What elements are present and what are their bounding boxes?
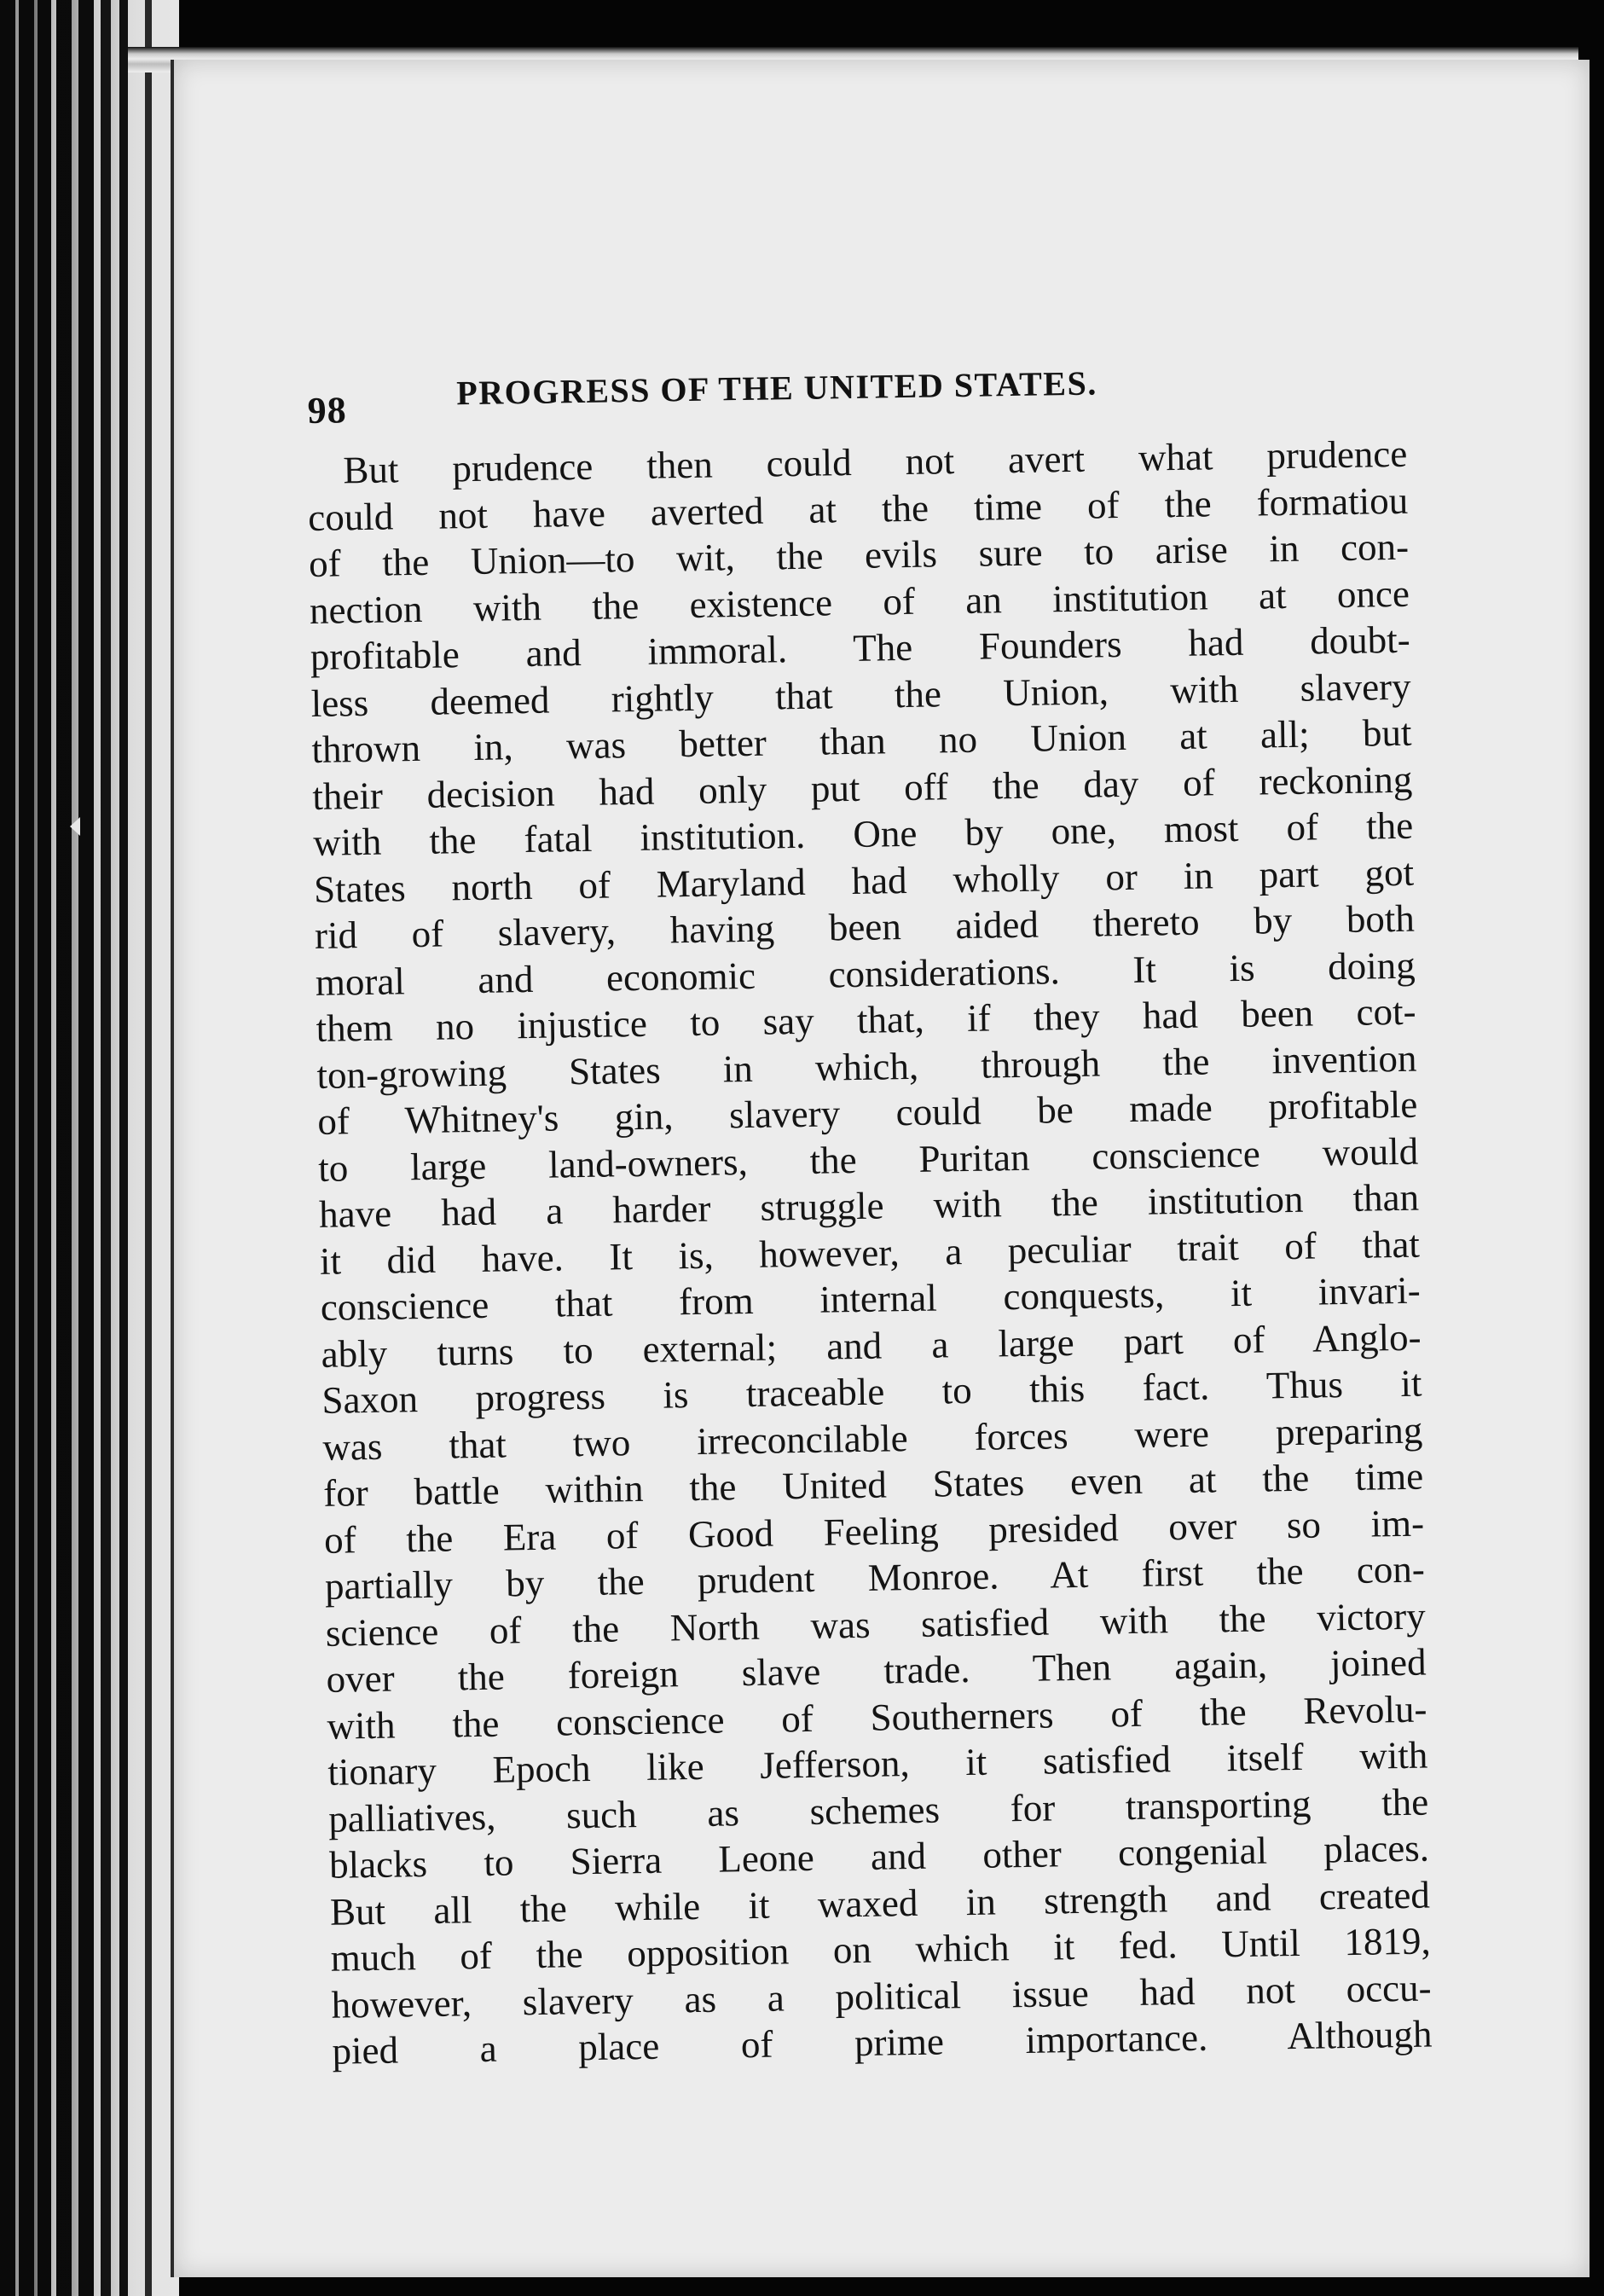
text-line: have had a harder struggle with the institution than [318,1175,1420,1236]
text-line: thrown in, was better than no Union at all; but [311,710,1412,771]
text-line: however, slavery as a political issue had not occu- [331,1966,1432,2026]
text-line: of the Union—to wit, the evils sure to arise in con- [308,525,1410,585]
book-spine-edge [0,0,179,2296]
text-line: partially by the prudent Monroe. At first the con- [324,1547,1426,1608]
text-line: But all the while it waxed in strength and created [329,1873,1431,1934]
text-line: Saxon progress is traceable to this fact. Thus it [321,1361,1422,1422]
text-line: for battle within the United States even at the time [322,1454,1424,1515]
text-line: nection with the existence of an institution at once [309,571,1410,632]
text-line: much of the opposition on which it fed. Until 1819, [330,1919,1432,1980]
text-line: blacks to Sierra Leone and other congenial places. [328,1826,1430,1887]
text-line: them no injustice to say that, if they had been cot- [316,989,1416,1050]
text-line: profitable and immoral. The Founders had doubt- [310,617,1411,678]
text-line: less deemed rightly that the Union, with slavery [310,664,1411,725]
text-line: moral and economic considerations. It is doing [315,943,1416,1004]
text-line: ably turns to external; and a large part of Anglo- [321,1315,1422,1376]
text-line: ton-growing States in which, through the invention [316,1036,1417,1097]
text-line: of the Era of Good Feeling presided over so im- [323,1501,1425,1562]
text-line: was that two irreconcilable forces were preparing [322,1408,1423,1469]
text-line: of Whitney's gin, slavery could be made profitable [317,1082,1418,1143]
text-line: to large land-owners, the Puritan conscience would [317,1129,1419,1190]
body-paragraph [307,431,1433,2075]
text-line: conscience that from internal conquests, it invari- [320,1268,1422,1329]
running-head: PROGRESS OF THE UNITED STATES. [455,363,1098,413]
text-line: States north of Maryland had wholly or in part got [313,850,1415,911]
text-line: over the foreign slave trade. Then again, joined [326,1640,1427,1701]
text-line: science of the North was satisfied with the victory [325,1594,1427,1655]
text-line: rid of slavery, having been aided thereto by both [314,896,1416,957]
text-line: tionary Epoch like Jefferson, it satisfied itself with [327,1733,1428,1794]
text-line: with the fatal institution. One by one, most of the [312,803,1414,864]
text-line: could not have averted at the time of the formatiou [307,478,1409,539]
text-line: pied a place of prime importance. Although [332,2012,1433,2073]
text-line: their decision had only put off the day of reckoning [312,757,1413,818]
page-number: 98 [307,389,348,432]
text-line: it did have. It is, however, a peculiar trait of that [319,1222,1421,1283]
text-line: palliatives, such as schemes for transporting the [327,1780,1429,1841]
text-line: with the conscience of Southerners of the Revolu- [327,1687,1427,1748]
text-line: But prudence then could not avert what prudence [343,432,1408,492]
margin-arrow-icon [70,817,80,836]
